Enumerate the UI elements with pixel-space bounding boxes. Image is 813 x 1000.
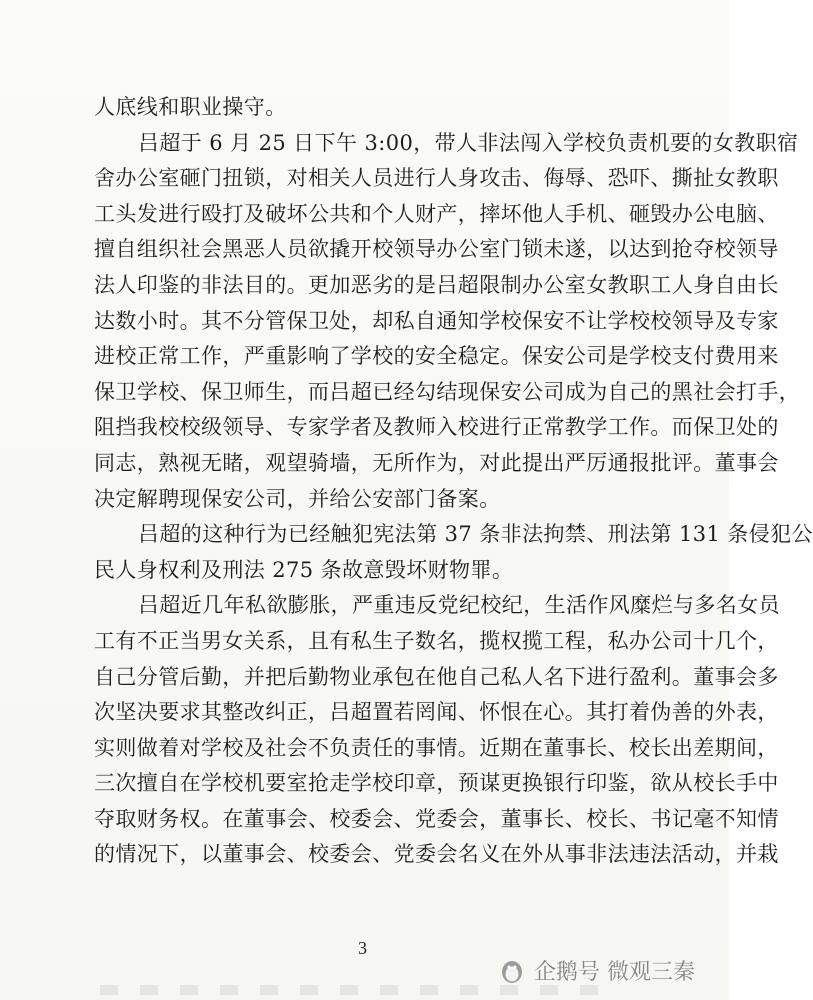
text-line: 吕超的这种行为已经触犯宪法第 37 条非法拘禁、刑法第 131 条侵犯公 bbox=[138, 522, 813, 547]
penguin-icon bbox=[498, 957, 526, 985]
text-line: 达数小时。其不分管保卫处，却私自通知学校保安不让学校校领导及专家 bbox=[94, 308, 779, 333]
faint-bottom-bleed bbox=[100, 985, 600, 995]
page-number: 3 bbox=[358, 938, 367, 958]
text-line: 擅自组织社会黑恶人员欲撬开校领导办公室门锁未遂，以达到抢夺校领导 bbox=[94, 237, 779, 262]
text-line: 法人印鉴的非法目的。更加恶劣的是吕超限制办公室女教职工人身自由长 bbox=[94, 272, 779, 297]
text-line: 自己分管后勤，并把后勤物业承包在他自己私人名下进行盈利。董事会多 bbox=[94, 664, 779, 689]
text-line: 阻挡我校校级领导、专家学者及教师入校进行正常教学工作。而保卫处的 bbox=[94, 415, 779, 440]
watermark bbox=[498, 955, 695, 986]
document-body bbox=[94, 90, 813, 873]
text-line: 决定解聘现保安公司，并给公安部门备案。 bbox=[94, 486, 501, 511]
text-line: 实则做着对学校及社会不负责任的事情。近期在董事长、校长出差期间， bbox=[94, 735, 779, 760]
text-line: 进校正常工作，严重影响了学校的安全稳定。保安公司是学校支付费用来 bbox=[94, 344, 779, 369]
text-line: 同志，熟视无睹，观望骑墙，无所作为，对此提出严厉通报批评。董事会 bbox=[94, 450, 779, 475]
text-line: 三次擅自在学校机要室抢走学校印章，预谋更换银行印鉴，欲从校长手中 bbox=[94, 771, 779, 796]
watermark-text: 企鹅号 微观三秦 bbox=[534, 960, 695, 985]
text-line: 保卫学校、保卫师生，而吕超已经勾结现保安公司成为自己的黑社会打手， bbox=[94, 379, 801, 404]
text-line: 工头发进行殴打及破坏公共和个人财产，摔坏他人手机、砸毁办公电脑、 bbox=[94, 201, 779, 226]
text-line: 人底线和职业操守。 bbox=[94, 95, 287, 119]
text-line: 工有不正当男女关系，且有私生子数名，揽权揽工程，私办公司十几个， bbox=[94, 628, 779, 653]
text-line: 次坚决要求其整改纠正，吕超置若罔闻、怀恨在心。其打着伪善的外表， bbox=[94, 700, 779, 725]
text-line: 吕超于 6 月 25 日下午 3:00，带人非法闯入学校负责机要的女教职宿 bbox=[138, 130, 799, 155]
text-line: 的情况下，以董事会、校委会、党委会名义在外从事非法违法活动，并栽 bbox=[94, 842, 779, 867]
text-line: 吕超近几年私欲膨胀，严重违反党纪校纪，生活作风糜烂与多名女员 bbox=[138, 593, 780, 618]
text-line: 民人身权利及刑法 275 条故意毁坏财物罪。 bbox=[94, 557, 514, 582]
text-line: 舍办公室砸门扭锁，对相关人员进行人身攻击、侮辱、恐吓、撕扯女教职 bbox=[94, 166, 779, 191]
text-line: 夺取财务权。在董事会、校委会、党委会，董事长、校长、书记毫不知情 bbox=[94, 806, 779, 831]
